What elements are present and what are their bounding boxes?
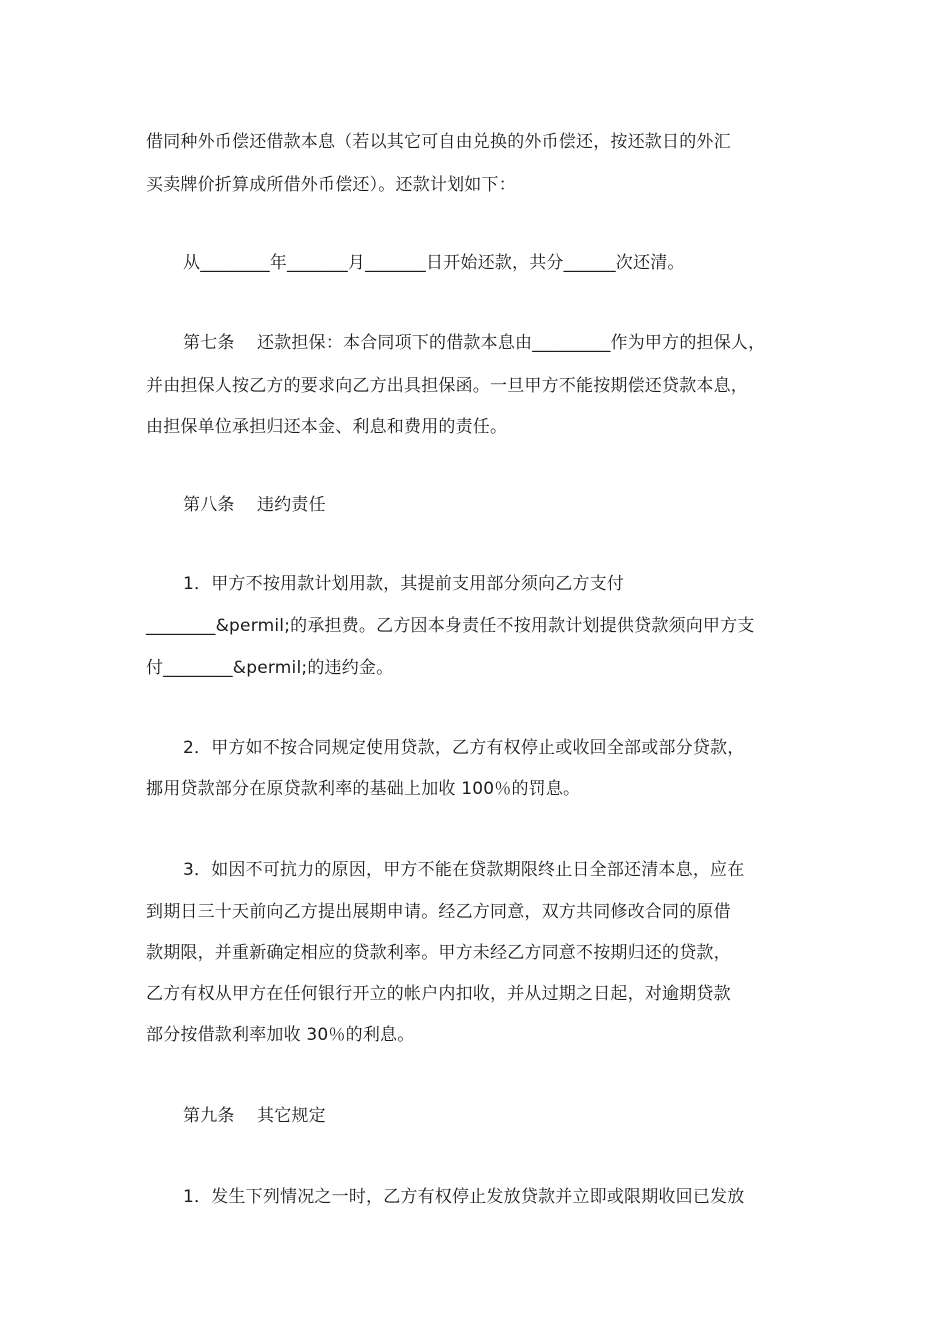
article-7-heading-line: 第七条 还款担保：本合同项下的借款本息由_________作为甲方的担保人， xyxy=(183,333,766,353)
clause-item-line: 2．甲方如不按合同规定使用贷款，乙方有权停止或收回全部或部分贷款， xyxy=(183,738,745,758)
body-text-line: 款期限，并重新确定相应的贷款利率。甲方未经乙方同意不按期归还的贷款， xyxy=(146,943,731,963)
body-text-line: 买卖牌价折算成所借外币偿还）。还款计划如下： xyxy=(146,175,516,195)
repayment-schedule-line: 从________年_______月_______日开始还款，共分______次还清。 xyxy=(183,253,685,273)
body-text-line: ________&permil;的承担费。乙方因本身责任不按用款计划提供贷款须向甲方支 xyxy=(146,616,755,636)
clause-item-line: 1．甲方不按用款计划用款，其提前支用部分须向乙方支付 xyxy=(183,574,625,594)
body-text-line: 由担保单位承担归还本金、利息和费用的责任。 xyxy=(146,417,508,437)
body-text-line: 付________&permil;的违约金。 xyxy=(146,658,394,678)
clause-item-line: 3．如因不可抗力的原因，甲方不能在贷款期限终止日全部还清本息，应在 xyxy=(183,860,745,880)
body-text-line: 并由担保人按乙方的要求向乙方出具担保函。一旦甲方不能按期偿还贷款本息， xyxy=(146,376,748,396)
article-9-heading: 第九条 其它规定 xyxy=(183,1106,326,1126)
clause-item-line: 1．发生下列情况之一时，乙方有权停止发放贷款并立即或限期收回已发放 xyxy=(183,1187,745,1207)
body-text-line: 乙方有权从甲方在任何银行开立的帐户内扣收，并从过期之日起，对逾期贷款 xyxy=(146,984,731,1004)
body-text-line: 到期日三十天前向乙方提出展期申请。经乙方同意，双方共同修改合同的原借 xyxy=(146,902,731,922)
article-8-heading: 第八条 违约责任 xyxy=(183,495,326,515)
body-text-line: 挪用贷款部分在原贷款利率的基础上加收 100％的罚息。 xyxy=(146,779,581,799)
body-text-line: 部分按借款利率加收 30％的利息。 xyxy=(146,1025,415,1045)
body-text-line: 借同种外币偿还借款本息（若以其它可自由兑换的外币偿还，按还款日的外汇 xyxy=(146,132,731,152)
